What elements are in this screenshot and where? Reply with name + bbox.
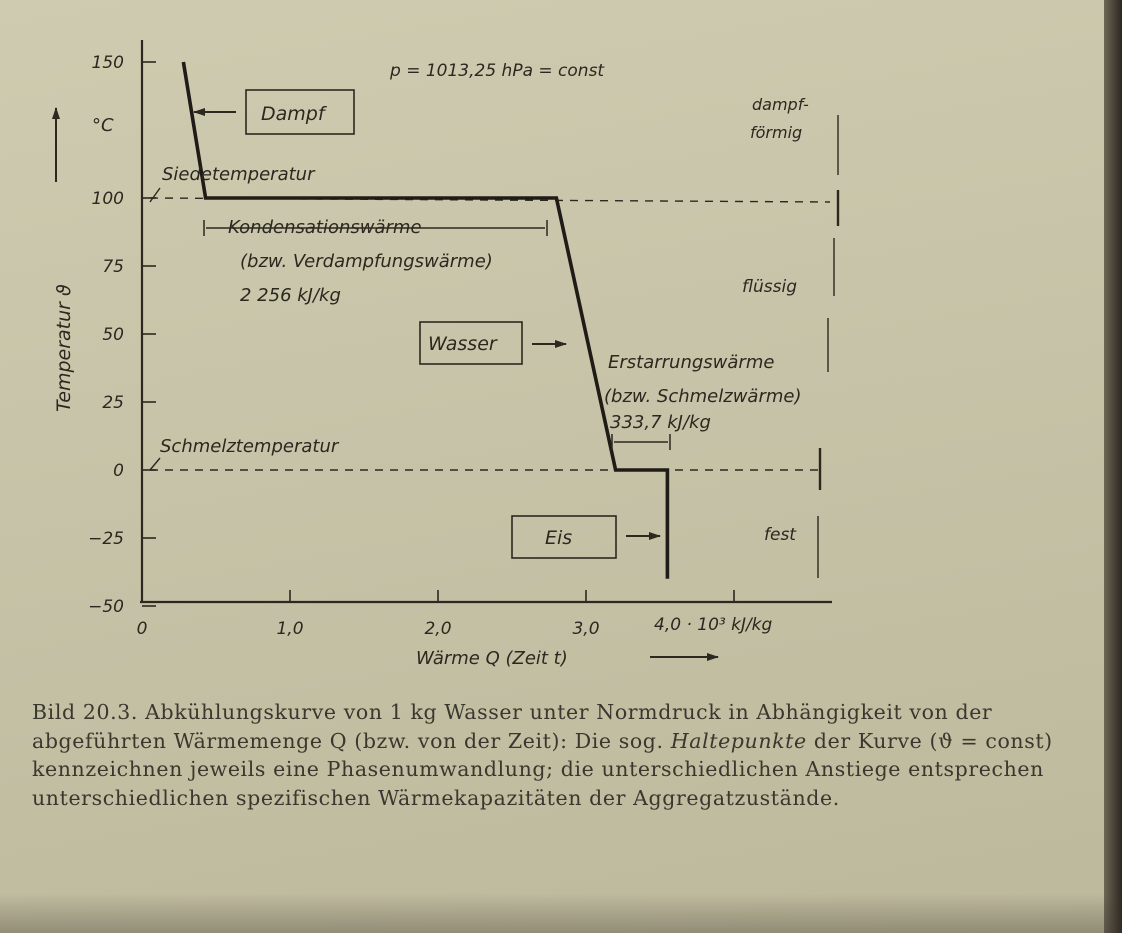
y-tick-label: −50 [88, 597, 124, 617]
y-tick-label: 0 [113, 461, 124, 481]
kondensation-label: Kondensationswärme [228, 217, 422, 238]
y-tick-label: 100 [91, 189, 124, 209]
caption-text-part2: der Kurve (ϑ = const) kennzeichnen jeweils eine Phasenumwandlung; die unterschiedlichen Anstiege entsprechen unterschiedlichen spezifischen Wärmekapazitäten der Aggregatzustände. [32, 728, 1053, 810]
y-axis-label: Temperatur ϑ [53, 284, 75, 412]
kondensation-value: 2 256 kJ/kg [240, 285, 341, 306]
verdampfung-label: (bzw. Verdampfungswärme) [240, 251, 493, 272]
caption-emphasis: Haltepunkte [670, 728, 807, 753]
erstarrung-value: 333,7 kJ/kg [610, 412, 711, 433]
eis-label: Eis [545, 527, 573, 549]
x-tick-label: 0 [136, 619, 148, 639]
caption-text-part1: Abkühlungskurve von 1 kg Wasser unter Normdruck in Abhängigkeit von der abgeführten Wärmemenge Q (bzw. von der Zeit): Die sog. [32, 700, 993, 753]
caption-prefix: Bild 20.3. [32, 700, 138, 724]
y-tick-label: 75 [102, 257, 124, 277]
y-tick-label: 50 [102, 325, 124, 345]
erstarrung-label: Erstarrungswärme [608, 352, 775, 373]
x-tick-label: 3,0 [572, 619, 600, 639]
y-tick-label: 25 [102, 393, 124, 413]
dampfformig-label-line1: dampf- [752, 95, 809, 114]
x-unit: 4,0 · 10³ kJ/kg [654, 615, 773, 635]
x-tick-label: 2,0 [424, 619, 452, 639]
x-axis-label: Wärme Q (Zeit t) [416, 648, 568, 669]
fest-label: fest [764, 525, 796, 545]
schmelztemperatur-pointer [150, 458, 160, 470]
y-ticks [88, 53, 156, 617]
dampf-label: Dampf [261, 103, 325, 125]
schmelztemperatur-label: Schmelztemperatur [160, 436, 339, 457]
dampfformig-label-line2: förmig [750, 123, 803, 142]
siedetemperatur-label: Siedetemperatur [162, 164, 315, 185]
schmelz-label: (bzw. Schmelzwärme) [604, 386, 802, 407]
cooling-curve-line [183, 62, 667, 579]
chart-title: p = 1013,25 hPa = const [390, 61, 605, 81]
y-tick-label: 150 [91, 53, 124, 73]
flussig-label: flüssig [742, 277, 797, 297]
siedetemperatur-pointer [150, 188, 160, 202]
y-tick-label: −25 [88, 529, 124, 549]
x-ticks [137, 590, 734, 639]
wasser-label: Wasser [428, 333, 497, 355]
page-bottom-shadow [0, 893, 1122, 933]
x-tick-label: 1,0 [276, 619, 304, 639]
figure-caption [32, 698, 1102, 812]
y-unit: °C [92, 115, 114, 136]
